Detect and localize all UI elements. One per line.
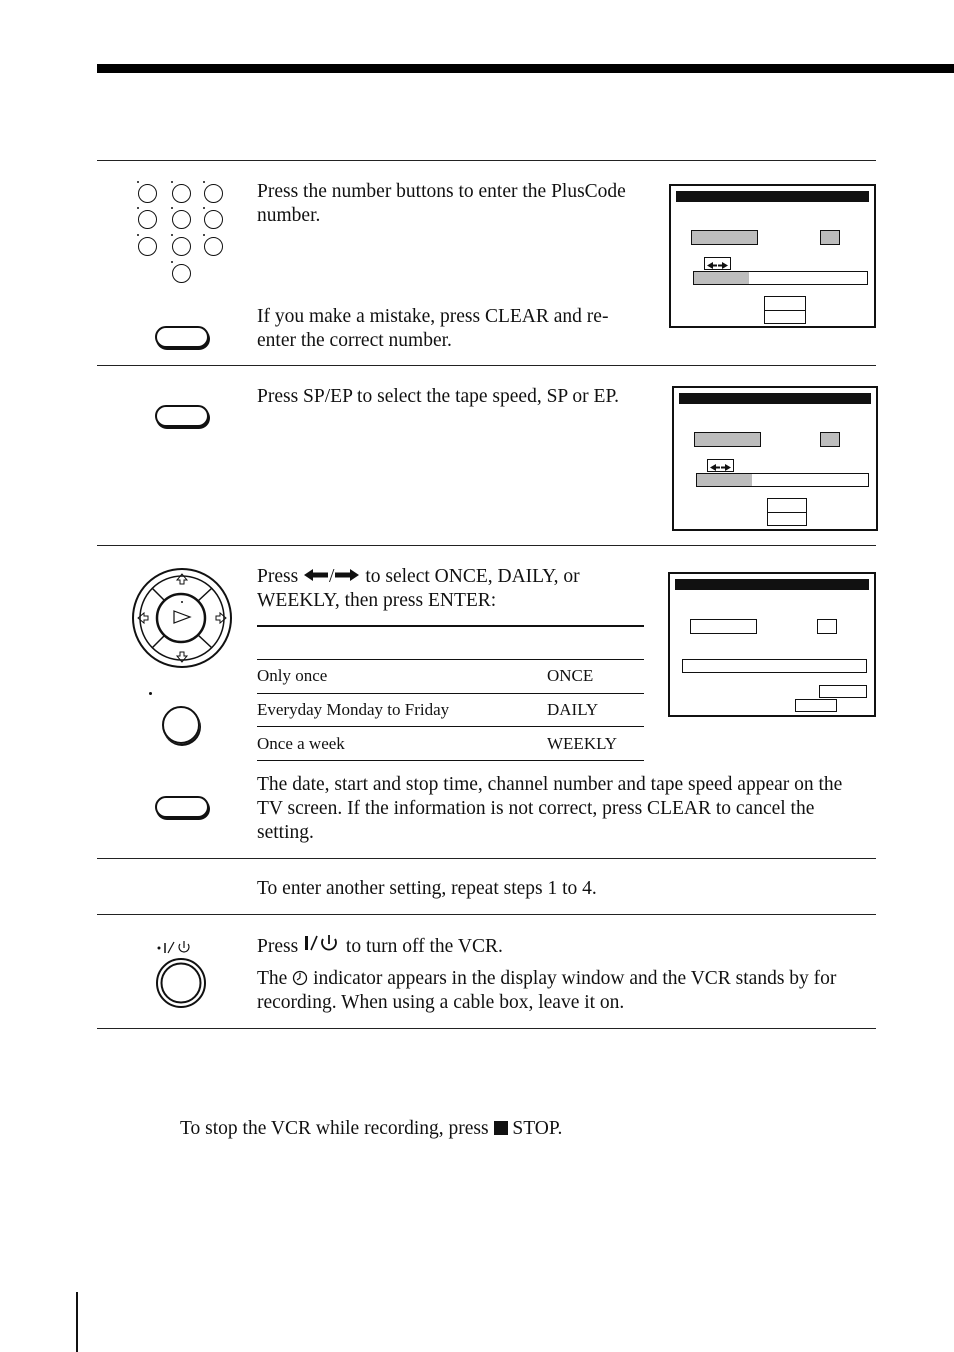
stop-instruction	[180, 1117, 780, 1141]
section-divider	[97, 160, 876, 161]
power-button[interactable]	[156, 958, 204, 1006]
step4-instruction: To enter another setting, repeat steps 1 to 4.	[257, 878, 597, 899]
button-dot	[171, 181, 173, 183]
button-dot	[203, 181, 205, 183]
arrow-left-icon	[303, 568, 329, 582]
table-rule	[257, 659, 644, 660]
button-dot	[137, 207, 139, 209]
step5-suffix: to turn off the VCR.	[345, 936, 503, 957]
step1-instruction: Press the number buttons to enter the PlusCode number.	[257, 181, 626, 226]
stop-suffix: STOP.	[512, 1118, 563, 1139]
button-dot	[203, 234, 205, 236]
table-header-rule	[257, 625, 644, 627]
stop-icon	[494, 1121, 508, 1135]
number-button-7[interactable]	[138, 237, 157, 256]
direction-pad[interactable]	[130, 566, 234, 670]
screen-title-bar	[675, 579, 869, 590]
step5-note	[257, 967, 877, 1015]
button-dot	[171, 234, 173, 236]
clear-button[interactable]	[155, 796, 209, 818]
screen-field	[819, 685, 867, 698]
step3-prefix: Press	[257, 566, 299, 587]
section-divider	[97, 914, 876, 915]
screen-progress	[696, 473, 869, 487]
arrow-right-icon	[334, 568, 360, 582]
button-dot	[203, 207, 205, 209]
step5-instruction	[257, 934, 857, 959]
arrows-icon	[707, 459, 734, 472]
sp-ep-button[interactable]	[155, 405, 209, 427]
screen-title-bar	[679, 393, 871, 404]
screen-field	[820, 230, 840, 245]
enter-dot	[149, 692, 152, 695]
table-cell-desc: Only once	[257, 666, 328, 685]
number-button-5[interactable]	[172, 210, 191, 229]
enter-button[interactable]	[162, 706, 200, 744]
step3-note: The date, start and stop time, channel number and tape speed appear on the TV screen. If the information is not correct, press CLEAR to cancel the setting.	[257, 774, 843, 843]
slash-text: /	[329, 566, 335, 587]
page-margin-line	[76, 1292, 78, 1352]
step2-instruction: Press SP/EP to select the tape speed, SP or EP.	[257, 386, 619, 407]
button-dot	[171, 261, 173, 263]
power-button-label	[156, 938, 196, 956]
screen-field	[767, 512, 807, 526]
number-button-6[interactable]	[204, 210, 223, 229]
number-buttons	[135, 180, 230, 285]
arrows-icon	[704, 257, 731, 270]
step5-prefix: Press	[257, 936, 299, 957]
tv-screen-1	[669, 184, 876, 328]
table-cell-desc: Everyday Monday to Friday	[257, 700, 450, 719]
power-icon	[303, 934, 341, 954]
screen-field	[694, 432, 761, 447]
screen-field	[690, 619, 757, 634]
button-dot	[137, 181, 139, 183]
number-button-9[interactable]	[204, 237, 223, 256]
number-button-0[interactable]	[172, 264, 191, 283]
stop-prefix: To stop the VCR while recording, press	[180, 1118, 489, 1139]
tv-screen-3	[668, 572, 876, 717]
step1-note: If you make a mistake, press CLEAR and re-enter the correct number.	[257, 306, 609, 351]
screen-field	[682, 659, 867, 673]
step5-note-prefix: The	[257, 968, 288, 989]
section-divider	[97, 545, 876, 546]
clear-button[interactable]	[155, 326, 209, 348]
screen-field	[764, 296, 806, 311]
screen-field	[767, 498, 807, 513]
table-cell-value: DAILY	[547, 700, 599, 719]
tv-screen-2	[672, 386, 878, 531]
table-rule	[257, 760, 644, 761]
screen-field	[764, 310, 806, 324]
screen-field	[817, 619, 837, 634]
table-cell-value: WEEKLY	[547, 734, 618, 753]
screen-progress	[693, 271, 868, 285]
number-button-8[interactable]	[172, 237, 191, 256]
section-divider	[97, 858, 876, 859]
table-cell-desc: Once a week	[257, 734, 345, 753]
table-rule	[257, 726, 644, 727]
number-button-2[interactable]	[172, 184, 191, 203]
section-divider	[97, 1028, 876, 1029]
screen-field	[691, 230, 758, 245]
screen-field	[820, 432, 840, 447]
timer-icon	[292, 970, 308, 986]
step3-instruction	[257, 565, 652, 613]
button-dot	[137, 234, 139, 236]
number-button-1[interactable]	[138, 184, 157, 203]
button-dot	[171, 207, 173, 209]
number-button-4[interactable]	[138, 210, 157, 229]
step5-note-suffix: indicator appears in the display window and the VCR stands by for recording. When using a cable box, leave it on.	[257, 968, 837, 1013]
table-cell-value: ONCE	[547, 666, 594, 685]
screen-field	[795, 699, 837, 712]
step3-suffix: to select ONCE, DAILY, or WEEKLY, then press ENTER:	[257, 566, 580, 611]
table-rule	[257, 693, 644, 694]
top-rule	[97, 64, 954, 73]
section-divider	[97, 365, 876, 366]
screen-title-bar	[676, 191, 869, 202]
number-button-3[interactable]	[204, 184, 223, 203]
